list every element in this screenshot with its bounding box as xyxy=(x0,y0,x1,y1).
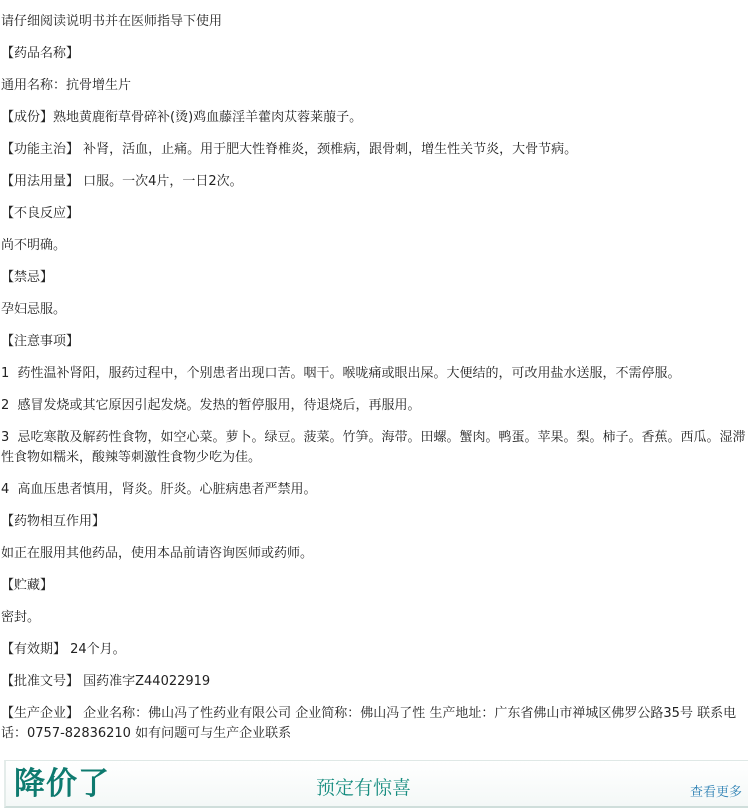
drug-instructions xyxy=(1,12,747,756)
section-heading-contraindications: 【禁忌】 xyxy=(1,270,54,285)
precaution-item-1: 1 药性温补肾阳，服药过程中，个别患者出现口苦。咽干。喉咙痛或眼出屎。大便结的，可改用盐水送服，不需停服。 xyxy=(1,366,681,381)
shelf-life: 【有效期】 24个月。 xyxy=(1,642,126,657)
section-heading-drug-name: 【药品名称】 xyxy=(1,46,80,61)
storage-text: 密封。 xyxy=(1,610,41,625)
approval-number: 【批准文号】 国药准字Z44022919 xyxy=(1,674,211,689)
precaution-item-4: 4 高血压患者慎用，肾炎。肝炎。心脏病患者严禁用。 xyxy=(1,482,317,497)
adverse-reactions-text: 尚不明确。 xyxy=(1,238,67,253)
indications: 【功能主治】 补肾，活血，止痛。用于肥大性脊椎炎，颈椎病，跟骨刺，增生性关节炎，大骨节病。 xyxy=(1,142,578,157)
precaution-item-2: 2 感冒发烧或其它原因引起发烧。发热的暂停服用，待退烧后，再服用。 xyxy=(1,398,421,413)
dosage: 【用法用量】 口服。一次4片，一日2次。 xyxy=(1,174,243,189)
precaution-item-3: 3 忌吃寒散及解药性食物，如空心菜。萝卜。绿豆。菠菜。竹笋。海带。田螺。蟹肉。鸭蛋。苹果。梨。柿子。香蕉。西瓜。湿滞性食物如糯米，酸辣等刺激性食物少吃为佳。 xyxy=(1,430,746,465)
interactions-text: 如正在服用其他药品，使用本品前请咨询医师或药师。 xyxy=(1,546,314,561)
section-heading-precautions: 【注意事项】 xyxy=(1,334,80,349)
section-heading-storage: 【贮藏】 xyxy=(1,578,54,593)
manufacturer-info: 【生产企业】 企业名称：佛山冯了性药业有限公司 企业简称：佛山冯了性 生产地址：广东省佛山市禅城区佛罗公路35号 联系电话：0757-82836210 如有问题可与生产企业联系 xyxy=(1,706,737,741)
price-drop-banner[interactable] xyxy=(4,760,748,808)
contraindications-text: 孕妇忌服。 xyxy=(1,302,67,317)
usage-notice: 请仔细阅读说明书并在医师指导下使用 xyxy=(1,14,223,29)
ingredients: 【成份】熟地黄鹿衔草骨碎补(烫)鸡血藤淫羊藿肉苁蓉莱菔子。 xyxy=(1,110,363,125)
banner-title: 降价了 xyxy=(14,766,110,802)
section-heading-interactions: 【药物相互作用】 xyxy=(1,514,106,529)
view-more-link[interactable]: 查看更多 xyxy=(689,785,742,800)
generic-name: 通用名称：抗骨增生片 xyxy=(1,78,132,93)
banner-subtitle: 预定有惊喜 xyxy=(316,777,412,799)
section-heading-adverse-reactions: 【不良反应】 xyxy=(1,206,80,221)
